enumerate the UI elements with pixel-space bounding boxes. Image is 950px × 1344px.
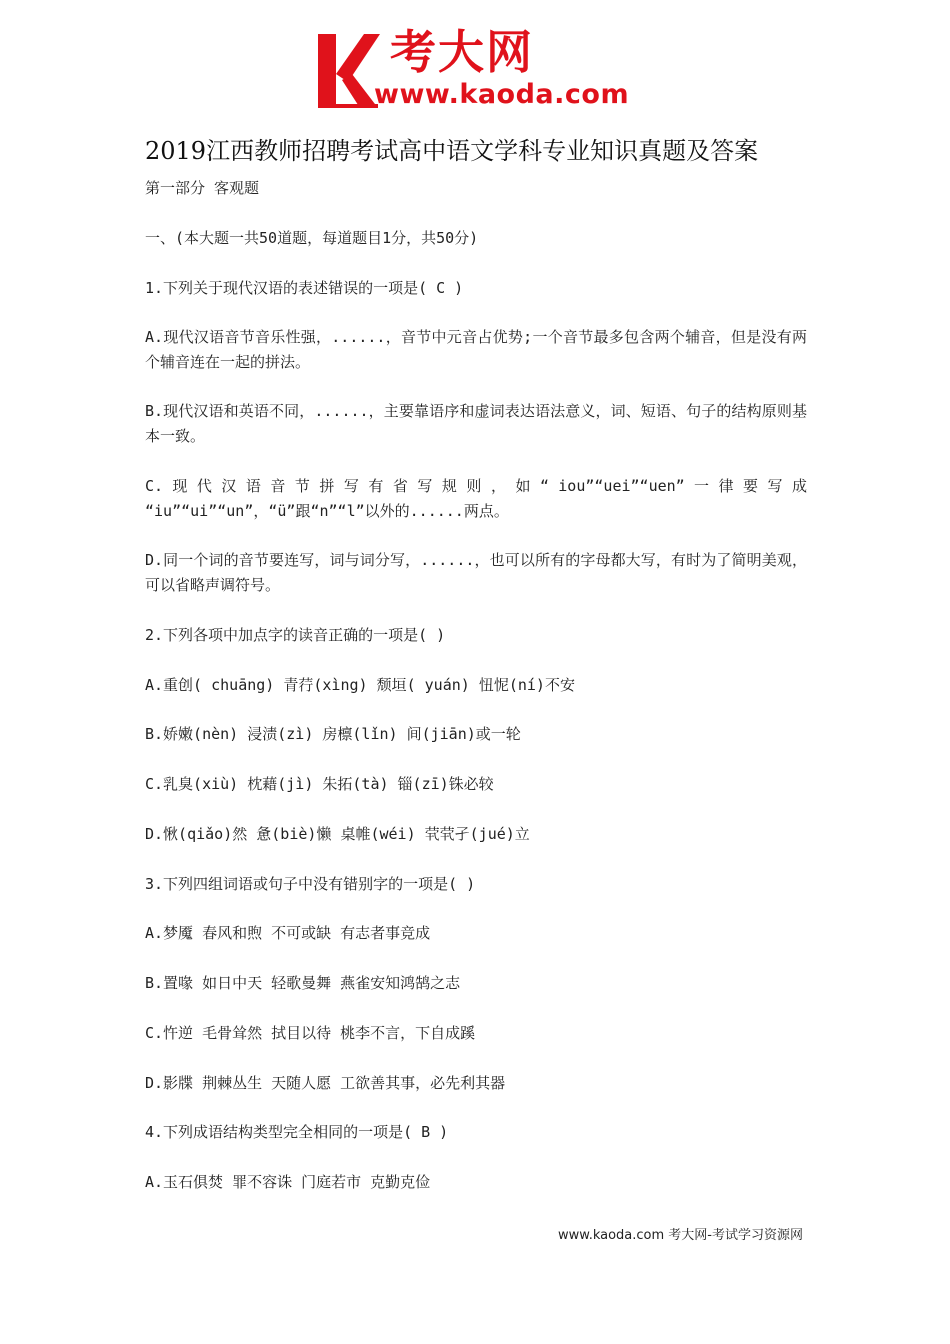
k-logo-icon [316,30,380,110]
question-option: C. 现 代 汉 语 音 节 拼 写 有 省 写 规 则 ， 如 “ iou”“uei”“uen” 一 律 要 写 成 “iu”“ui”“un”，“ü”跟“n”“l”以外的......两点。 [145,477,807,520]
section-heading: 第一部分 客观题 [145,179,260,197]
question-option: D.愀(qiǎo)然 惫(biè)懒 桌帷(wéi) 茕茕孑(jué)立 [145,825,530,843]
question-stem: 3.下列四组词语或句子中没有错别字的一项是( ) [145,875,476,893]
question-option: B.娇嫩(nèn) 浸渍(zì) 房檩(lǐn) 间(jiān)或一轮 [145,725,521,743]
question-option: B.置喙 如日中天 轻歌曼舞 燕雀安知鸿鹄之志 [145,974,461,992]
question-option: A.玉石俱焚 罪不容诛 门庭若市 克勤克俭 [145,1173,431,1191]
section-instruction: 一、(本大题一共50道题，每道题目1分，共50分) [145,229,479,247]
logo-url: www.kaoda.com [374,79,630,110]
page-title: 2019江西教师招聘考试高中语文学科专业知识真题及答案 [145,137,759,165]
question-option: C.乳臭(xiù) 枕藉(jì) 朱拓(tà) 锱(zī)铢必较 [145,775,494,793]
question-option: B.现代汉语和英语不同，......，主要靠语序和虚词表达语法意义，词、短语、句子的结构原则基本一致。 [145,402,807,445]
question-option: D.同一个词的音节要连写，词与词分写，......，也可以所有的字母都大写，有时为了简明美观，可以省略声调符号。 [145,551,807,594]
logo-brand-name: 考大网 [390,25,534,79]
question-stem: 1.下列关于现代汉语的表述错误的一项是( C ) [145,279,464,297]
question-option: A.重创( chuāng) 青荇(xìng) 颓垣( yuán) 忸怩(ní)不安 [145,676,575,694]
question-option: D.影牒 荆棘丛生 天随人愿 工欲善其事，必先利其器 [145,1074,506,1092]
site-logo [316,24,646,114]
page-footer: www.kaoda.com 考大网-考试学习资源网 [558,1228,803,1243]
question-stem: 2.下列各项中加点字的读音正确的一项是( ) [145,626,446,644]
question-option: C.忤逆 毛骨耸然 拭目以待 桃李不言，下自成蹊 [145,1024,476,1042]
question-option: A.现代汉语音节音乐性强，......，音节中元音占优势;一个音节最多包含两个辅音，但是没有两个辅音连在一起的拼法。 [145,328,807,371]
question-stem: 4.下列成语结构类型完全相同的一项是( B ) [145,1123,449,1141]
question-option: A.梦魇 春风和煦 不可或缺 有志者事竞成 [145,924,431,942]
